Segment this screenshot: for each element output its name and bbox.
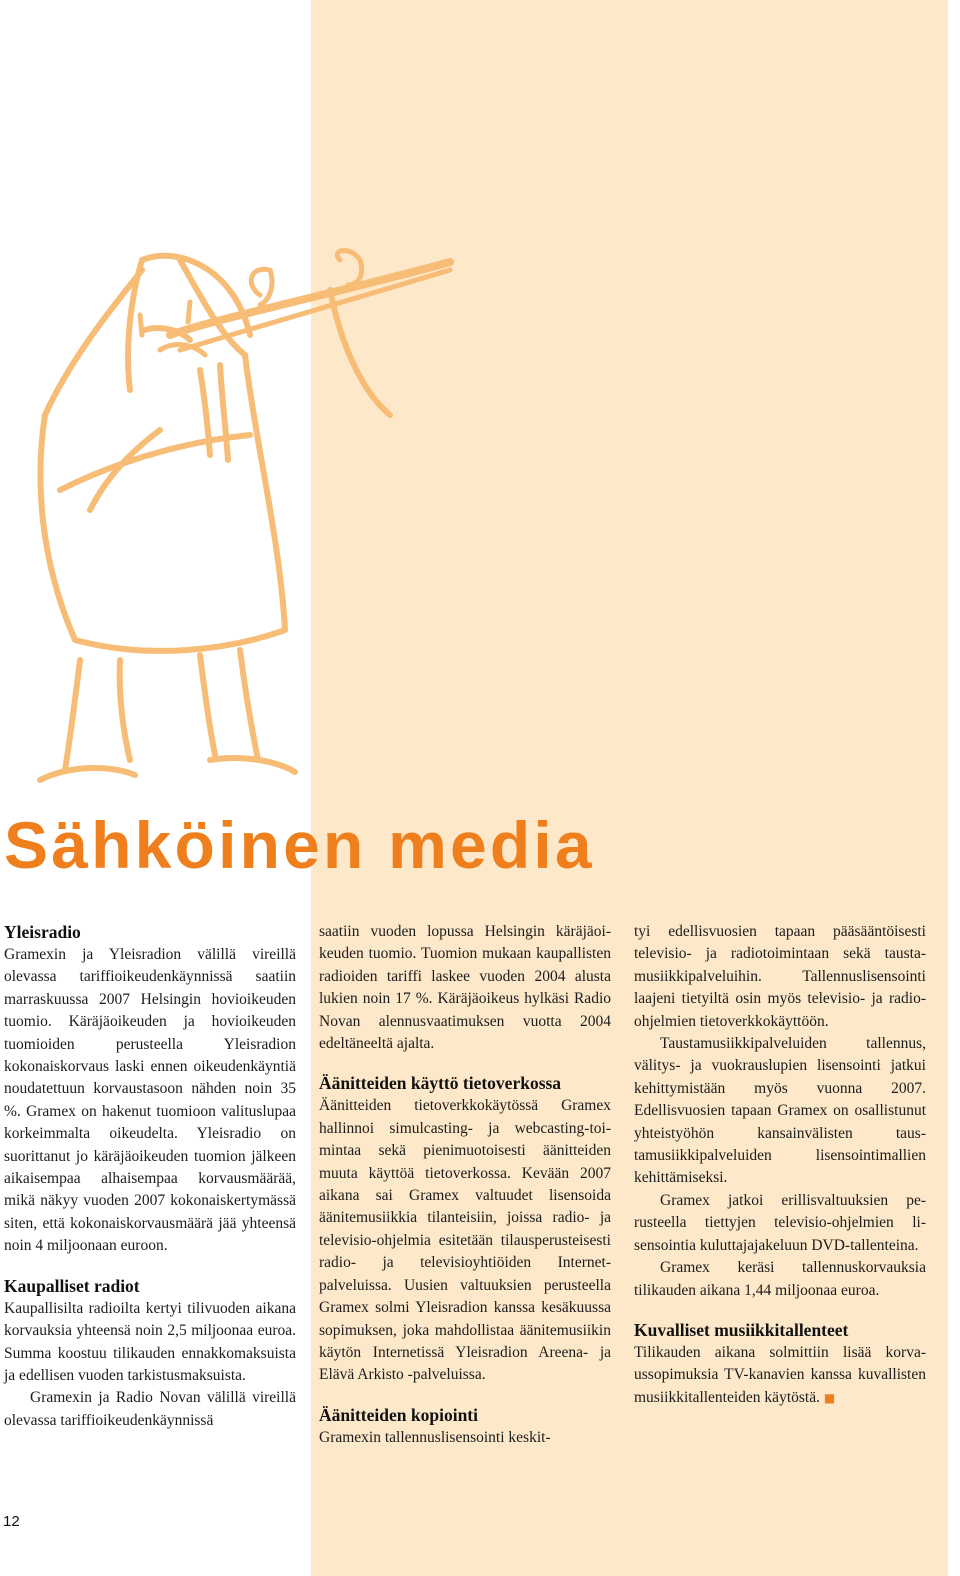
paragraph-kopiointi-continued: tyi edellisvuosien tapaan pääsääntöisesti televisio- ja radiotoimintaan sekä taustamusiikkipalveluihin. Tallennuslisensointi laajeni tietyiltä osin myös televisio- ja radio-ohjelmien tietoverkkokäyttöön.: [634, 923, 926, 1030]
heading-kaupalliset-radiot: Kaupalliset radiot: [4, 1275, 140, 1296]
heading-yleisradio: Yleisradio: [4, 922, 81, 942]
paragraph-yleisradio: Gramexin ja Yleisradion välillä vireillä olevassa tariffioikeudenkäynnissä saatiin marraskuussa 2007 Helsingin hovioikeuden tuomio. Käräjäoikeuden ja hovioikeuden tuomioiden perusteella Yleisradion kokonaiskorvaus laski ennen oikeudenkäyntiä noudatettuun korvaustasoon nähden noin 35 %. Gramex on hakenut tuomioon valituslupaa korkeimmalta oikeudelta. Yleisradio on suorittanut jo käräjäoikeuden tuomion jälkeen aikaisempaa alhaisempaa korvausmäärää, mikä näkyy vuoden 2007 kokonaiskertymässä siten, että kokonaiskorvausmäärä jää yhteensä noin 4 miljoonaan euroon.: [4, 946, 296, 1255]
end-mark-icon: ■: [823, 1390, 836, 1405]
paragraph-kaupalliset-radiot: Kaupallisilta radioilta kertyi tilivuoden aikana korvauksia yhteensä noin 2,5 miljoonaa euroa. Summa koostuu tilikauden ennakkomaksuista ja edellisen vuoden tarkistusmaksuista.: [4, 1299, 296, 1384]
text-column-1: [4, 921, 296, 1432]
page-title: Sähköinen media: [4, 808, 595, 882]
text-column-3: [634, 921, 926, 1409]
paragraph-kuvalliset-text: Tilikauden aikana solmittiin lisää korvaussopimuksia TV-kanavien kanssa kuvallisten musiikkitallenteiden käytöstä.: [634, 1343, 926, 1406]
heading-aanitteiden-kopiointi: Äänitteiden kopiointi: [319, 1404, 478, 1425]
paragraph-tallennuskorvaukset: Gramex keräsi tallennuskorvauksia tilikauden aikana 1,44 miljoonaa euroa.: [634, 1259, 926, 1299]
paragraph-taustamusiikki: Taustamusiikkipalveluiden tallennus, välitys- ja vuokrauslupien lisensointi jatkui kehittymistään myös vuonna 2007. Edellisvuosien tapaan Gramex on osallistunut yhteistyöhön kansainvälisten taustamusiikkipalveluiden lisensointimallien kehittämiseksi.: [634, 1035, 926, 1187]
heading-kuvalliset-musiikkitallenteet: Kuvalliset musiikkitallenteet: [634, 1319, 849, 1340]
paragraph-radio-nova: Gramexin ja Radio Novan välillä vireillä olevassa tariffioikeudenkäynnissä: [4, 1389, 296, 1429]
paragraph-radio-nova-continued: saatiin vuoden lopussa Helsingin käräjäoikeuden tuomio. Tuomion mukaan kaupallisten radioiden tariffi laskee vuoden 2004 alusta lukien noin 17 %. Käräjäoikeus hylkäsi Radio Novan alennusvaatimuksen vuotta 2004 edeltäneeltä ajalta.: [319, 923, 611, 1053]
text-column-2: [319, 921, 611, 1449]
paragraph-aanitteiden-kaytto: Äänitteiden tietoverkkokäytössä Gramex hallinnoi simulcasting- ja webcasting-toimintaa sekä pienimuotoisesti äänitteiden muuta käyttöä tietoverkossa. Kevään 2007 aikana sai Gramex valtuudet lisensoida äänitemusiikkia tilanteisiin, joissa radio- ja televisio-ohjelmia esitetään tilausperusteisesti radio- ja televisioyhtiöiden Internet-palveluissa. Uusien valtuuksien perusteella Gramex solmi Yleisradion kanssa kesäkuussa sopimuksen, joka mahdollistaa äänitemusiikin käytön Internetissä Yleisradion Areena- ja Elävä Arkisto -palveluissa.: [319, 1097, 611, 1384]
paragraph-kuvalliset: [634, 1342, 926, 1409]
flute-player-drawing-icon: [30, 240, 470, 790]
heading-aanitteiden-kaytto: Äänitteiden käyttö tietoverkossa: [319, 1073, 562, 1094]
paragraph-kopiointi: Gramexin tallennuslisensointi keskit-: [319, 1428, 551, 1446]
page-number: 12: [3, 1513, 20, 1530]
paragraph-erillisvaltuudet: Gramex jatkoi erillisvaltuuksien perusteella tiettyjen televisio-ohjelmien lisensointia kuluttajajakeluun DVD-tallenteina.: [634, 1191, 926, 1254]
